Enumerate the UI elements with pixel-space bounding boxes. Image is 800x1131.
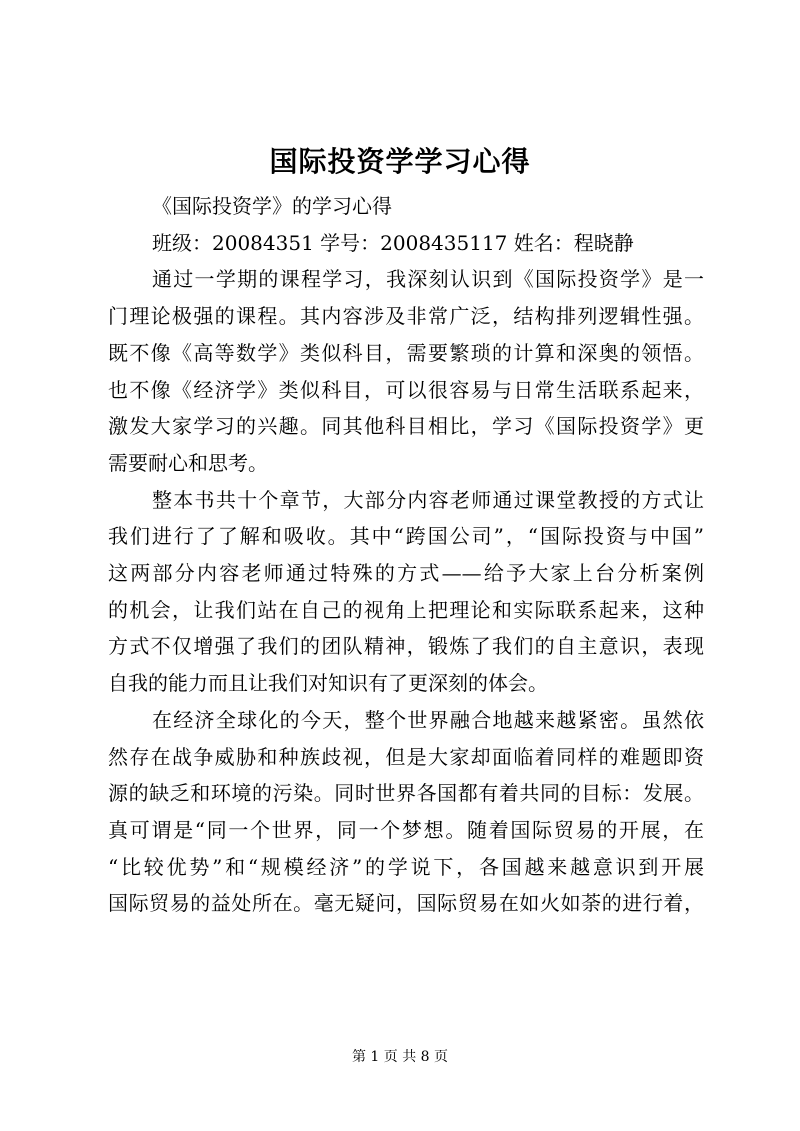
paragraph-line: 我们进行了了解和吸收。其中“跨国公司”，“国际投资与中国” <box>108 524 704 549</box>
paragraph-line: 然存在战争威胁和种族歧视，但是大家却面临着同样的难题即资 <box>108 744 704 769</box>
paragraph-line: 自我的能力而且让我们对知识有了更深刻的体会。 <box>108 671 548 696</box>
paragraph-line: 方式不仅增强了我们的团队精神，锻炼了我们的自主意识，表现 <box>108 634 704 659</box>
paragraph-line: 国际贸易的益处所在。毫无疑问，国际贸易在如火如荼的进行着， <box>108 891 704 916</box>
paragraph-line: 既不像《高等数学》类似科目，需要繁琐的计算和深奥的领悟。 <box>108 340 704 365</box>
paragraph-line: 真可谓是“同一个世界，同一个梦想。随着国际贸易的开展，在 <box>108 817 704 842</box>
paragraph-line: 整本书共十个章节，大部分内容老师通过课堂教授的方式让 <box>152 487 704 512</box>
page-footer: 第 1 页 共 8 页 <box>351 1049 449 1065</box>
paragraph-2 <box>108 482 704 702</box>
student-info-line: 班级：20084351 学号：2008435117 姓名：程晓静 <box>152 230 634 255</box>
paragraph-line: 源的缺乏和环境的污染。同时世界各国都有着共同的目标：发展。 <box>108 781 704 806</box>
document-body <box>108 188 704 922</box>
paragraph-1 <box>108 261 704 481</box>
paragraph-line: 通过一学期的课程学习，我深刻认识到《国际投资学》是一 <box>152 267 704 292</box>
paragraph-line: 也不像《经济学》类似科目，可以很容易与日常生活联系起来， <box>108 377 704 402</box>
paragraph-line: 激发大家学习的兴趣。同其他科目相比，学习《国际投资学》更 <box>108 414 704 439</box>
document-title: 国际投资学学习心得 <box>269 145 531 178</box>
paragraph-line: 的机会，让我们站在自己的视角上把理论和实际联系起来，这种 <box>108 597 704 622</box>
subtitle-line: 《国际投资学》的学习心得 <box>152 194 392 218</box>
paragraph-line: 在经济全球化的今天，整个世界融合地越来越紧密。虽然依 <box>152 707 704 732</box>
paragraph-line: “比较优势”和“规模经济”的学说下，各国越来越意识到开展 <box>108 854 704 879</box>
paragraph-3 <box>108 702 704 922</box>
paragraph-line: 门理论极强的课程。其内容涉及非常广泛，结构排列逻辑性强。 <box>108 304 704 329</box>
paragraph-line: 需要耐心和思考。 <box>108 450 268 475</box>
paragraph-line: 这两部分内容老师通过特殊的方式——给予大家上台分析案例 <box>108 561 704 586</box>
